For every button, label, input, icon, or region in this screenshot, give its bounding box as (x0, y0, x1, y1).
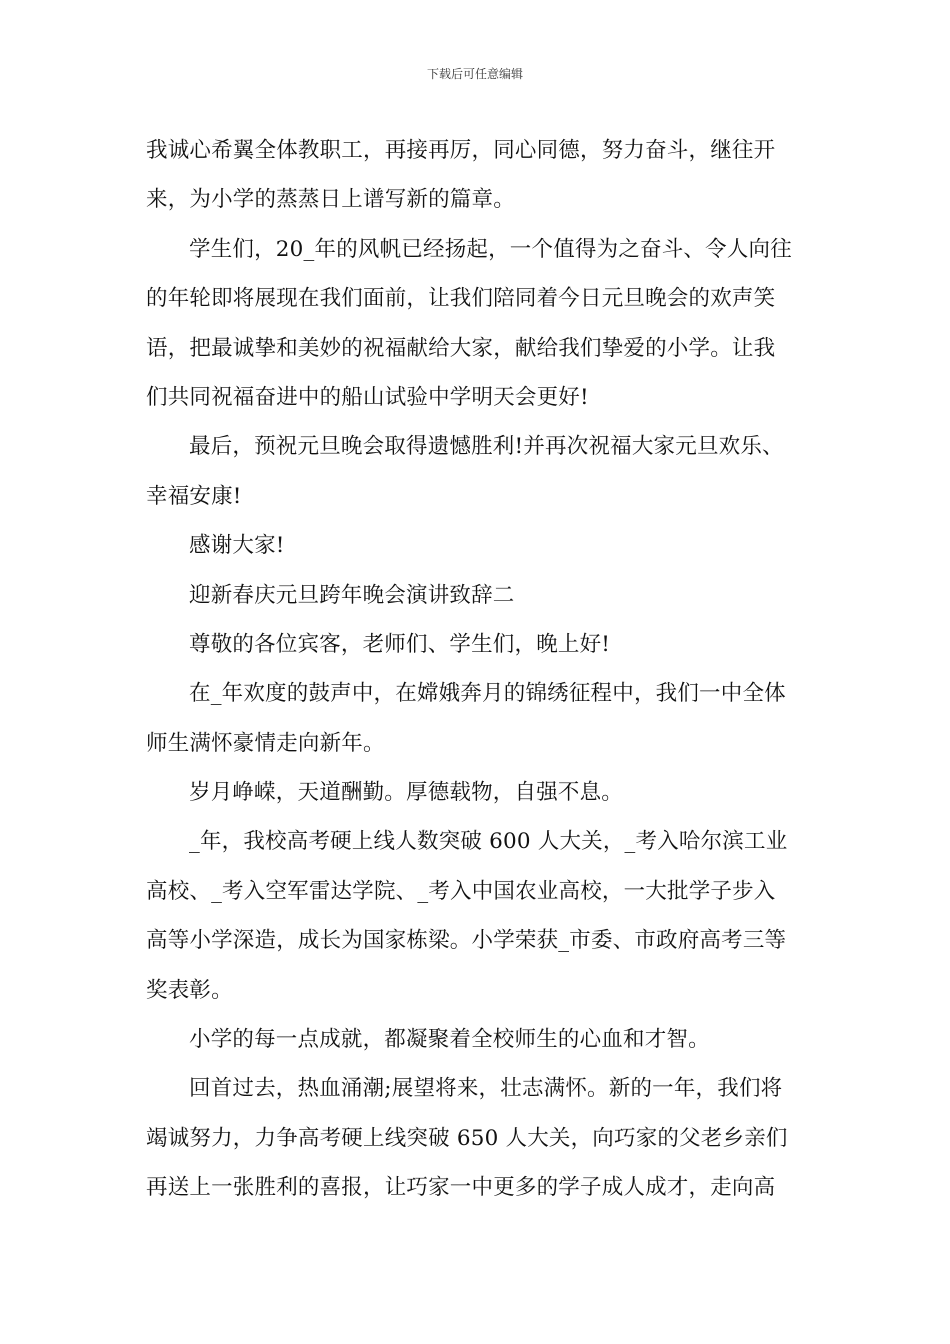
text-line: 在_年欢度的鼓声中，在嫦娥奔月的锦绣征程中，我们一中全体 (189, 681, 786, 707)
text-line: 岁月峥嵘，天道酬勤。厚德载物，自强不息。 (189, 780, 624, 806)
text-line: 高等小学深造，成长为国家栋梁。小学荣获_市委、市政府高考三等 (146, 928, 787, 954)
text-line: 幸福安康! (146, 483, 242, 509)
text-line: 感谢大家! (189, 533, 285, 559)
text-line: 竭诚努力，力争高考硬上线突破 650 人大关，向巧家的父老乡亲们 (146, 1125, 788, 1151)
text-line: 小学的每一点成就，都凝聚着全校师生的心血和才智。 (189, 1027, 710, 1053)
text-line: 师生满怀豪情走向新年。 (146, 730, 385, 756)
text-line: 我诚心希翼全体教职工，再接再厉，同心同德，努力奋斗，继往开 (146, 138, 776, 163)
text-line: 语，把最诚挚和美妙的祝福献给大家，献给我们挚爱的小学。让我 (146, 335, 776, 361)
text-line: 们共同祝福奋进中的船山试验中学明天会更好! (146, 384, 589, 410)
text-line: 奖表彰。 (146, 977, 233, 1003)
text-line: 回首过去，热血涌潮;展望将来，壮志满怀。新的一年，我们将 (189, 1076, 783, 1102)
page-header: 下载后可任意编辑 (426, 67, 523, 81)
text-line: 的年轮即将展现在我们面前，让我们陪同着今日元旦晚会的欢声笑 (146, 286, 776, 312)
text-line: 高校、_考入空军雷达学院、_考入中国农业高校，一大批学子步入 (146, 878, 776, 904)
section-heading: 迎新春庆元旦跨年晚会演讲致辞二 (189, 582, 515, 608)
text-line: 再送上一张胜利的喜报，让巧家一中更多的学子成人成才，走向高 (146, 1175, 776, 1201)
text-line: 学生们，20_年的风帆已经扬起，一个值得为之奋斗、令人向往 (189, 236, 792, 262)
text-line: 最后，预祝元旦晚会取得遗憾胜利!并再次祝福大家元旦欢乐、 (189, 434, 784, 460)
text-line: 尊敬的各位宾客，老师们、学生们，晚上好! (189, 631, 611, 657)
document-body (146, 126, 806, 1213)
text-line: _年，我校高考硬上线人数突破 600 人大关，_考入哈尔滨工业 (189, 829, 788, 855)
text-line: 来，为小学的蒸蒸日上谱写新的篇章。 (146, 187, 515, 213)
